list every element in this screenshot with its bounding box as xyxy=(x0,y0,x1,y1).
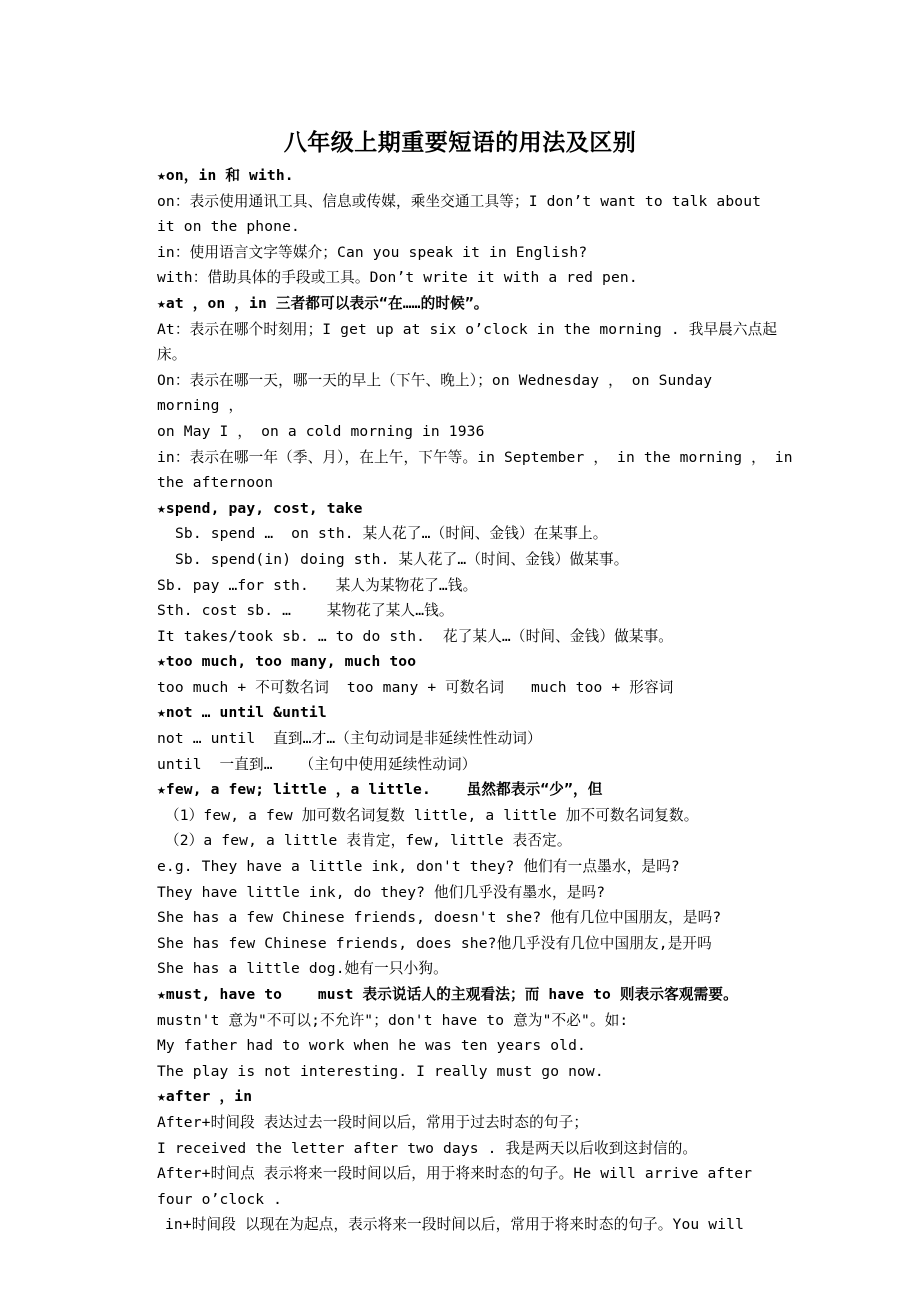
body-text-line: e.g. They have a little ink, don't they? 他们有一点墨水，是吗? xyxy=(157,858,680,876)
body-text-line: She has a few Chinese friends, doesn't she? 他有几位中国朋友，是吗? xyxy=(157,909,722,927)
section-heading-line: ★on，in 和 with. xyxy=(157,167,294,184)
body-text-line: It takes/took sb. … to do sth. 花了某人…（时间、金钱）做某事。 xyxy=(157,627,674,645)
body-text-line: Sb. pay …for sth. 某人为某物花了…钱。 xyxy=(157,576,478,594)
body-text-line: At：表示在哪个时刻用；I get up at six o’clock in the morning . 我早晨六点起 xyxy=(157,320,778,338)
body-text-line: it on the phone. xyxy=(157,218,300,236)
body-text-line: She has a little dog.她有一只小狗。 xyxy=(157,960,448,978)
section-heading-line: ★spend, pay, cost, take xyxy=(157,499,363,517)
body-text-line: After+时间段 表达过去一段时间以后，常用于过去时态的句子； xyxy=(157,1113,589,1131)
body-text-line: Sb. spend … on sth. 某人花了…（时间、金钱）在某事上。 xyxy=(175,525,608,543)
body-text-line: On：表示在哪一天，哪一天的早上（下午、晚上）；on Wednesday ， on Sunday xyxy=(157,371,713,389)
section-heading-line: ★at ，on ，in 三者都可以表示“在……的时候”。 xyxy=(157,294,489,312)
document-body xyxy=(157,163,802,1238)
section-heading-line: ★few, a few; little ，a little. 虽然都表示“少”，但 xyxy=(157,781,603,799)
body-text-line: four o’clock . xyxy=(157,1190,283,1208)
body-text-line: with：借助具体的手段或工具。Don’t write it with a red pen. xyxy=(157,269,638,287)
body-text-line: The play is not interesting. I really must go now. xyxy=(157,1062,604,1080)
section-heading-line: ★too much, too many, much too xyxy=(157,653,417,671)
section-heading-line: ★must, have to must 表示说话人的主观看法；而 have to 则表示客观需要。 xyxy=(157,986,738,1003)
body-text-line: She has few Chinese friends, does she?他几乎没有几位中国朋友,是开吗 xyxy=(157,934,712,952)
body-text-line: They have little ink, do they? 他们几乎没有墨水，是吗? xyxy=(157,883,606,901)
body-text-line: I received the letter after two days . 我是两天以后收到这封信的。 xyxy=(157,1139,698,1157)
body-text-line: Sb. spend(in) doing sth. 某人花了…（时间、金钱）做某事。 xyxy=(175,550,629,568)
section-heading-line: ★not … until &until xyxy=(157,704,327,722)
body-text-line: on May I ， on a cold morning in 1936 xyxy=(157,422,485,440)
body-text-line: in：使用语言文字等媒介；Can you speak it in English? xyxy=(157,243,588,261)
body-text-line: （1）few, a few 加可数名词复数 little, a little 加不可数名词复数。 xyxy=(165,806,699,824)
body-text-line: Sth. cost sb. … 某物花了某人…钱。 xyxy=(157,602,454,620)
section-heading-line: ★after ，in xyxy=(157,1088,253,1106)
body-text-line: on：表示使用通讯工具、信息或传媒，乘坐交通工具等；I don’t want to talk about xyxy=(157,192,762,210)
body-text-line: until 一直到… （主句中使用延续性动词） xyxy=(157,755,477,773)
body-text-line: the afternoon xyxy=(157,474,274,492)
body-text-line: My father had to work when he was ten years old. xyxy=(157,1037,586,1055)
body-text-line: After+时间点 表示将来一段时间以后，用于将来时态的句子。He will arrive after xyxy=(157,1165,753,1183)
body-text-line: 床。 xyxy=(157,346,187,364)
body-text-line: in+时间段 以现在为起点，表示将来一段时间以后，常用于将来时态的句子。You will xyxy=(165,1216,745,1234)
body-text-line: （2）a few, a little 表肯定，few, little 表否定。 xyxy=(165,832,572,850)
page-title: 八年级上期重要短语的用法及区别 xyxy=(283,130,637,157)
body-text-line: in：表示在哪一年（季、月），在上午，下午等。in September ， in the morning ， in xyxy=(157,448,793,466)
body-text-line: too much + 不可数名词 too many + 可数名词 much too + 形容词 xyxy=(157,678,674,696)
body-text-line: mustn't 意为"不可以;不允许"；don't have to 意为"不必"。如: xyxy=(157,1011,629,1029)
body-text-line: morning ， xyxy=(157,397,244,415)
body-text-line: not … until 直到…才…（主句动词是非延续性性动词） xyxy=(157,730,542,748)
